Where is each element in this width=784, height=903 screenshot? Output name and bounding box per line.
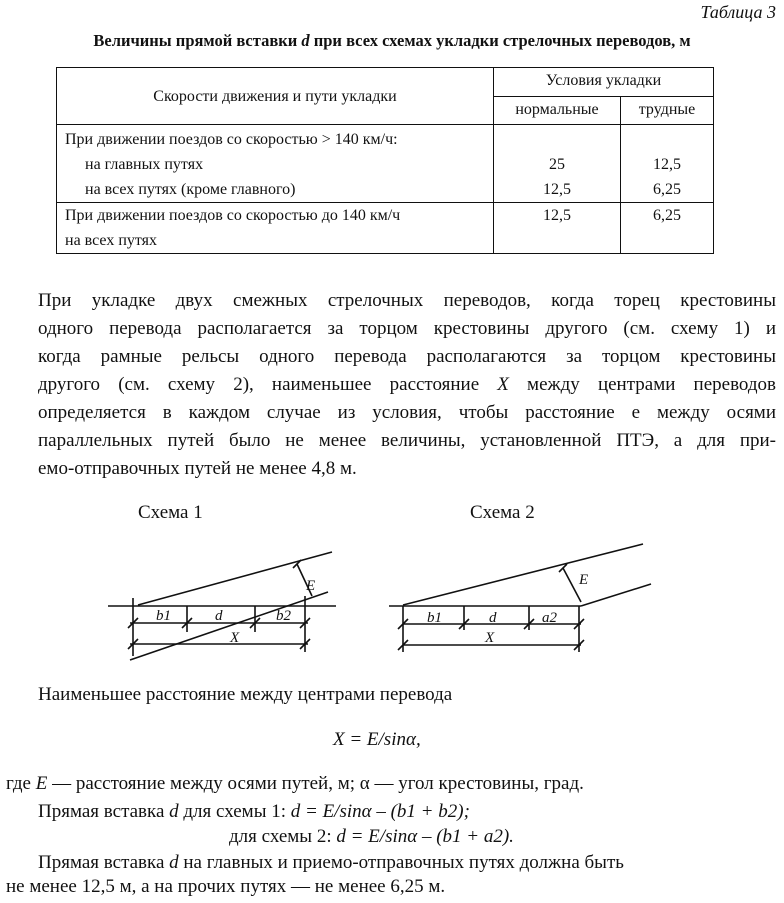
var-X: X: [497, 374, 509, 395]
table-row: [57, 203, 714, 254]
para-line-3: когда рамные рельсы одного перевода располагаются за торцом крестовины: [38, 346, 776, 367]
label-b2: b2: [276, 608, 291, 624]
label-E: E: [306, 578, 316, 594]
row1a-normal: 25: [549, 156, 565, 173]
label-d: d: [489, 610, 497, 626]
scheme-1-diagram: [100, 540, 340, 670]
final-line-2: не менее 12,5 м, а на прочих путях — не менее 6,25 м.: [6, 876, 446, 897]
final-line-1: Прямая вставка d на главных и приемо-отправочных путях должна быть: [38, 852, 624, 873]
table-title-prefix: Величины прямой вставки: [93, 31, 302, 50]
row1b-label: на всех путях (кроме главного): [85, 181, 296, 198]
header-hard: трудные: [621, 97, 714, 125]
table-title: [0, 31, 784, 51]
label-d: d: [215, 608, 223, 624]
insert-scheme-2: для схемы 2: d = E/sinα – (b1 + a2).: [229, 826, 514, 847]
scheme-2-diagram: [385, 530, 665, 660]
header-speed: Скорости движения и пути укладки: [57, 68, 494, 125]
scheme-2-label: Схема 2: [470, 502, 535, 523]
label-E: E: [579, 572, 589, 588]
row1b-normal: 12,5: [543, 181, 571, 198]
para-line-5: определяется в каждом случае из условия, чтобы расстояние е между осями: [38, 402, 776, 423]
table-number-caption: Таблица 3: [700, 2, 776, 22]
label-b1: b1: [427, 610, 442, 626]
where-line: где E — расстояние между осями путей, м; α — угол крестовины, град.: [6, 773, 584, 794]
min-distance-line: Наименьшее расстояние между центрами перевода: [38, 684, 453, 705]
row1a-hard: 12,5: [653, 156, 681, 173]
row2-label-1: При движении поездов со скоростью до 140 км/ч: [65, 207, 401, 224]
row1b-hard: 6,25: [653, 181, 681, 198]
track-upper-diverging: [403, 544, 643, 605]
para-line-4: другого (см. схему 2), наименьшее расстояние X между центрами переводов: [38, 374, 777, 395]
para-line-6: параллельных путей было не менее величины, установленной ПТЭ, а для при-: [38, 430, 776, 451]
label-a2: a2: [542, 610, 557, 626]
header-conditions: Условия укладки: [494, 68, 714, 97]
para-line-7: емо-отправочных путей не менее 4,8 м.: [38, 458, 357, 479]
row1a-label: на главных путях: [85, 156, 204, 173]
insert-scheme-1: Прямая вставка d для схемы 1: d = E/sinα – (b1 + b2);: [38, 801, 470, 822]
scheme-1-label: Схема 1: [138, 502, 203, 523]
table-title-variable: d: [301, 31, 310, 50]
para-line-1: При укладке двух смежных стрелочных переводов, когда торец крестовины: [38, 290, 776, 311]
values-table: [56, 67, 714, 254]
label-b1: b1: [156, 608, 171, 624]
label-X: X: [485, 630, 495, 646]
body-paragraph: [38, 287, 776, 483]
table-row: [57, 125, 714, 203]
track-upper-diverging: [138, 552, 332, 605]
row2-label-2: на всех путях: [65, 232, 158, 249]
track-lower-diverging: [581, 584, 651, 606]
row2-normal: 12,5: [543, 207, 571, 224]
para-line-2: одного перевода располагается за торцом крестовины другого (см. схему 1) и: [38, 318, 776, 339]
label-X: X: [230, 630, 240, 646]
formula-main: X = E/sinα,: [333, 729, 421, 750]
track-lower-diverging: [130, 592, 328, 660]
table-title-suffix: при всех схемах укладки стрелочных переводов, м: [313, 31, 691, 50]
header-normal: нормальные: [494, 97, 621, 125]
row2-hard: 6,25: [653, 207, 681, 224]
row1-title: При движении поездов со скоростью > 140 км/ч:: [65, 131, 398, 148]
